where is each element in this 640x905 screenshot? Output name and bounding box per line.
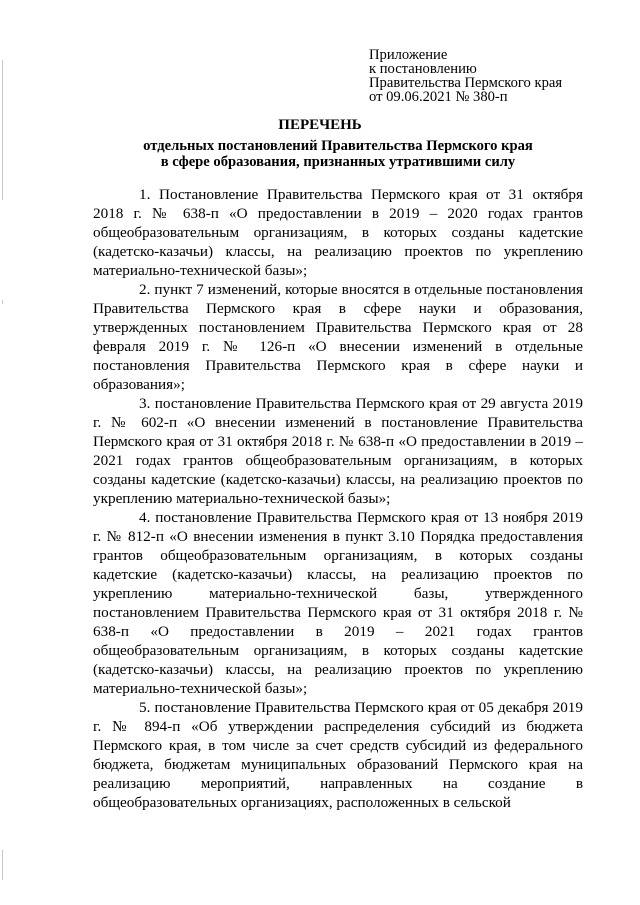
appendix-header [369, 48, 562, 104]
list-item: 3. постановление Правительства Пермского края от 29 августа 2019 г. № 602-п «О внесении изменений в постановление Правительства Пермского края от 31 октября 2018 г. № 638-п «О предоставлении в 2019 – 2021 годах грантов общеобразовательным организациям, в которых созданы кадетские (кадетско-казачьи) классы, на реализацию проектов по укреплению материально-технической базы»; [93, 395, 583, 507]
document-body [93, 185, 583, 812]
list-item: 1. Постановление Правительства Пермского края от 31 октября 2018 г. № 638-п «О предоставлении в 2019 – 2020 годах грантов общеобразовательным организациям, в которых созданы кадетские (кадетско-казачьи) классы, на реализацию проектов по укреплению материально-технической базы»; [93, 186, 583, 279]
appendix-line: Правительства Пермского края [369, 75, 563, 91]
page-edge-mark [2, 300, 3, 304]
document-title: ПЕРЕЧЕНЬ [278, 117, 362, 133]
appendix-line: Приложение [369, 47, 448, 63]
page-edge-mark [2, 850, 3, 880]
appendix-line: от 09.06.2021 № 380-п [369, 89, 508, 105]
list-item: 2. пункт 7 изменений, которые вносятся в отдельные постановления Правительства Пермского края в сфере науки и образования, утвержденных постановлением Правительства Пермского края от 28 февраля 2019 г. № 126-п «О внесении изменений в отдельные постановления Правительства Пермского края в сфере науки и образования»; [93, 281, 583, 393]
document-subtitle [0, 138, 640, 170]
appendix-line: к постановлению [369, 61, 477, 77]
list-item: 4. постановление Правительства Пермского края от 13 ноября 2019 г. № 812-п «О внесении изменения в пункт 3.10 Порядка предоставления грантов общеобразовательным организациям, в которых созданы кадетские (кадетско-казачьи) классы, на реализацию проектов по укреплению материально-технической базы, утвержденного постановлением Правительства Пермского края от 31 октября 2018 г. № 638-п «О предоставлении в 2019 – 2021 годах грантов общеобразовательным организациям, в которых созданы кадетские (кадетско-казачьи) классы, на реализацию проектов по укреплению материально-технической базы»; [93, 509, 583, 697]
subtitle-line: в сфере образования, признанных утратившими силу [160, 154, 516, 170]
list-item: 5. постановление Правительства Пермского края от 05 декабря 2019 г. № 894-п «Об утверждении распределения субсидий из бюджета Пермского края, в том числе за счет средств субсидий из федерального бюджета, бюджетам муниципальных образований Пермского края на реализацию мероприятий, направленных на создание в общеобразовательных организациях, расположенных в сельской [93, 699, 583, 811]
subtitle-line: отдельных постановлений Правительства Пермского края [143, 138, 533, 154]
